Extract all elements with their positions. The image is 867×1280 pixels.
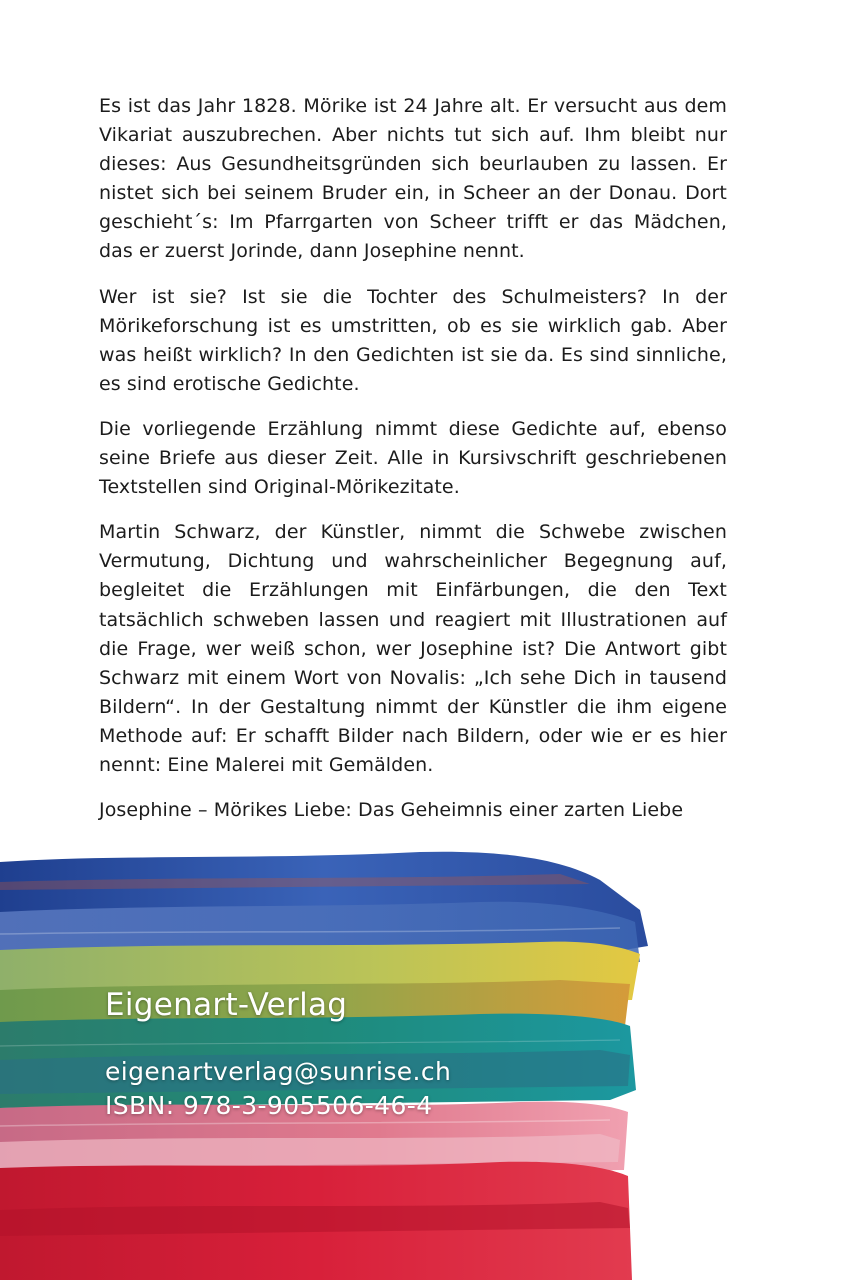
publisher-email: eigenartverlag@sunrise.ch (105, 1057, 452, 1086)
paragraph-artist: Martin Schwarz, der Künstler, nimmt die Schwebe zwischen Vermutung, Dichtung und wahrscheinlicher Begegnung auf, begleitet die Erzählungen mit Einfärbungen, die den Text tatsächlich schweben lassen und reagiert mit Illustrationen auf die Frage, wer weiß schon, wer Josephine ist? Die Antwort gibt Schwarz mit einem Wort von Novalis: „Ich sehe Dich in tausend Bildern“. In der Gestaltung nimmt der Künstler die ihm eigene Methode auf: Er schafft Bilder nach Bildern, oder wie er es hier nennt: Eine Malerei mit Gemälden. (99, 521, 727, 776)
paragraph-question: Wer ist sie? Ist sie die Tochter des Schulmeisters? In der Mörikeforschung ist es umstritten, ob es sie wirklich gab. Aber was heißt wirklich? In den Gedichten ist sie da. Es sind sinnliche, es sind erotische Gedichte. (99, 285, 727, 395)
publisher-name: Eigenart-Verlag (105, 987, 348, 1023)
publisher-imprint (105, 985, 451, 1123)
paragraph-intro: Es ist das Jahr 1828. Mörike ist 24 Jahre alt. Er versucht aus dem Vikariat auszubrechen. Aber nichts tut sich auf. Ihm bleibt nur dieses: Aus Gesundheitsgründen sich beurlauben zu lassen. Er nistet sich bei seinem Bruder ein, in Scheer an der Donau. Dort geschieht´s: Im Pfarrgarten von Scheer trifft er das Mädchen, das er zuerst Jorinde, dann Josephine nennt. (99, 95, 727, 263)
isbn-number: ISBN: 978-3-905506-46-4 (105, 1091, 433, 1120)
back-cover-text (99, 92, 727, 841)
paragraph-narrative: Die vorliegende Erzählung nimmt diese Gedichte auf, ebenso seine Briefe aus dieser Zeit. Alle in Kursivschrift geschriebenen Textstellen sind Original-Mörikezitate. (99, 417, 727, 499)
paragraph-tagline: Josephine – Mörikes Liebe: Das Geheimnis einer zarten Liebe (99, 799, 684, 822)
